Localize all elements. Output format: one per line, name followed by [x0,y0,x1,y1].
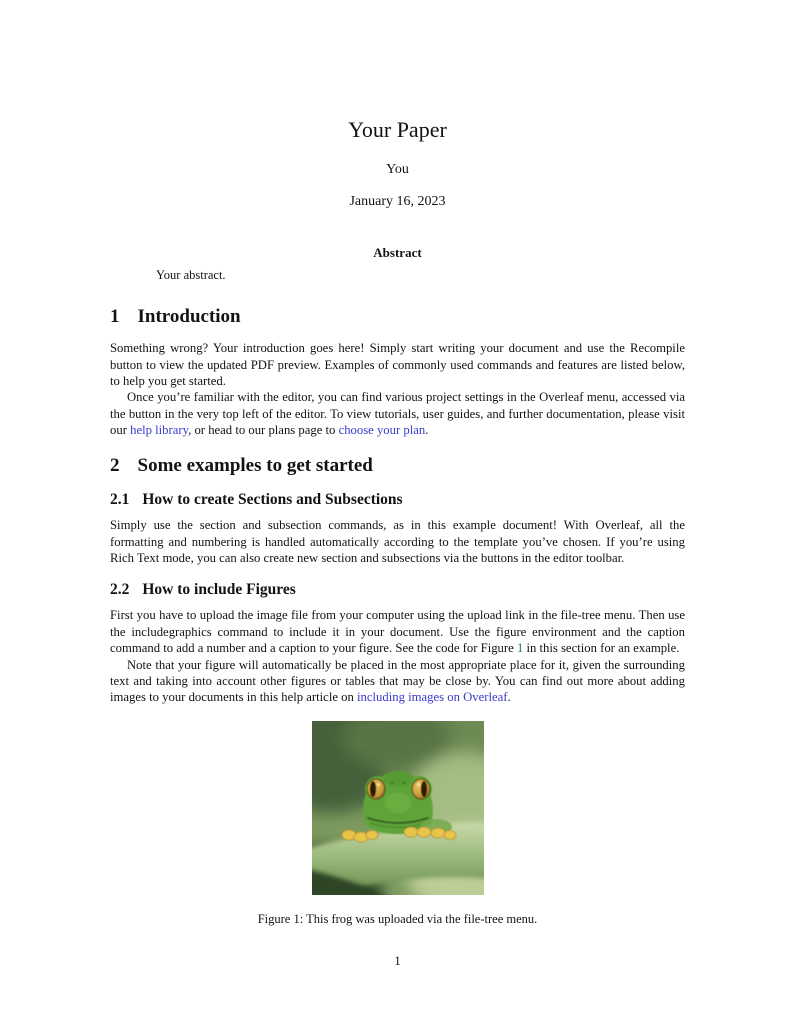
figure-1 [110,721,685,895]
frog-photo [312,721,484,895]
help-library-link[interactable]: help library [130,423,189,438]
choose-your-plan-link[interactable]: choose your plan [338,423,426,438]
intro-paragraph-2 [110,389,685,438]
abstract-block [110,245,685,283]
paragraph-text: . [425,423,429,438]
page-content [110,0,685,969]
subsection-2-2-number: 2.2 [110,580,130,598]
sections-paragraph: Simply use the section and subsection commands, as in this example document! With Overleaf, all the formatting and numbering is handled automatically according to the template you’ve chosen. If you’re using Rich Text mode, you can also create new section and subsections via the buttons in the editor toolbar. [110,518,685,566]
paper-date: January 16, 2023 [349,194,446,210]
abstract-text: Your abstract. [156,268,226,283]
section-1-heading [110,306,685,328]
paper-author: You [386,162,409,178]
figure-caption: Figure 1: This frog was uploaded via the file-tree menu. [257,911,538,926]
figure-1-reference-link[interactable]: 1 [516,641,524,656]
paragraph-text: First you have to upload the image file from your computer using the upload link in the file-tree menu. Then use the includegraphics command to include it in your document. Use the figure environment and the caption command to add a number and a caption to your figure. See the code for Figure [110,608,685,656]
figures-paragraph-2 [110,657,685,706]
paper-title: Your Paper [348,117,447,142]
subsection-2-2-title: How to include Figures [142,580,296,598]
subsection-2-1-number: 2.1 [110,490,130,508]
paragraph-text: in this section for an example. [523,641,680,656]
paragraph-text: . [507,690,511,705]
section-1-title: Introduction [137,306,241,328]
abstract-heading: Abstract [373,245,422,261]
figures-paragraph-1 [110,607,685,656]
subsection-2-1-heading [110,491,685,509]
subsection-2-2-heading [110,581,685,599]
section-2-number: 2 [110,454,120,476]
section-2-heading [110,455,685,477]
section-1-number: 1 [110,306,120,328]
section-2-title: Some examples to get started [137,454,373,476]
paragraph-text: Once you’re familiar with the editor, you can find various project settings in the Overleaf menu, accessed via the button in the very top left of the editor. To view tutorials, user guides, and further documentation, please visit our [110,390,685,438]
paragraph-text: Note that your figure will automatically be placed in the most appropriate place for it, given the surrounding text and taking into account other figures or tables that may be close by. You can find out more about adding images to your documents in this help article on [110,657,685,705]
including-images-link[interactable]: including images on Overleaf [357,690,508,705]
intro-paragraph-1: Something wrong? Your introduction goes here! Simply start writing your document and use the Recompile button to view the updated PDF preview. Examples of commonly used commands and features are listed below, to help you get started. [110,341,685,389]
page-number: 1 [394,952,401,968]
subsection-2-1-title: How to create Sections and Subsections [142,490,403,508]
paragraph-text: , or head to our plans page to [188,423,339,438]
